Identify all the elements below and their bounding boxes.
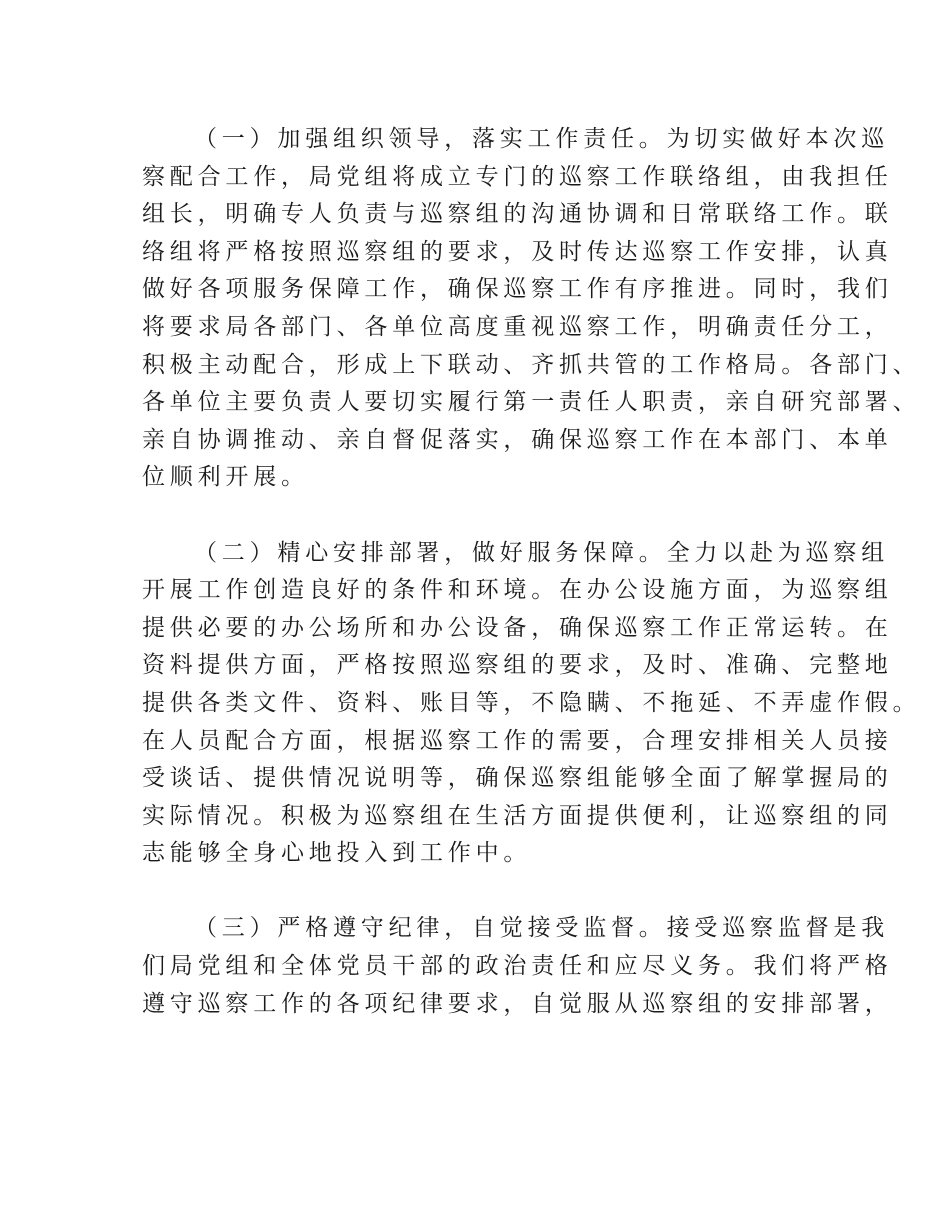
document-page <box>142 121 921 1023</box>
paragraph-line: （一）加强组织领导，落实工作责任。为切实做好本次巡 <box>194 126 889 152</box>
paragraph-line: 资料提供方面，严格按照巡察组的要求，及时、准确、完整地 <box>142 652 893 679</box>
paragraph-line: 将要求局各部门、各单位高度重视巡察工作，明确责任分工， <box>142 313 893 340</box>
paragraph-spacer <box>142 873 822 911</box>
paragraph-1 <box>142 121 921 497</box>
paragraph-line: 积极主动配合，形成上下联动、齐抓共管的工作格局。各部门、 <box>142 351 921 378</box>
paragraph-line: 实际情况。积极为巡察组在生活方面提供便利，让巡察组的同 <box>142 802 893 829</box>
paragraph-line: 位顺利开展。 <box>142 464 309 491</box>
paragraph-line: 各单位主要负责人要切实履行第一责任人职责，亲自研究部署、 <box>142 389 921 416</box>
paragraph-2 <box>142 535 921 873</box>
paragraph-line: 络组将严格按照巡察组的要求，及时传达巡察工作安排，认真 <box>142 238 893 265</box>
paragraph-line: 亲自协调推动、亲自督促落实，确保巡察工作在本部门、本单 <box>142 426 893 453</box>
paragraph-spacer <box>142 497 822 535</box>
paragraph-line: 们局党组和全体党员干部的政治责任和应尽义务。我们将严格 <box>142 953 893 980</box>
paragraph-line: 提供必要的办公场所和办公设备，确保巡察工作正常运转。在 <box>142 614 893 641</box>
paragraph-line: 做好各项服务保障工作，确保巡察工作有序推进。同时，我们 <box>142 276 893 303</box>
paragraph-line: 在人员配合方面，根据巡察工作的需要，合理安排相关人员接 <box>142 727 893 754</box>
paragraph-3 <box>142 910 893 1023</box>
paragraph-line: 提供各类文件、资料、账目等，不隐瞒、不拖延、不弄虚作假。 <box>142 689 921 716</box>
paragraph-line: 组长，明确专人负责与巡察组的沟通协调和日常联络工作。联 <box>142 201 893 228</box>
paragraph-line: 遵守巡察工作的各项纪律要求，自觉服从巡察组的安排部署， <box>142 990 893 1017</box>
paragraph-line: （二）精心安排部署，做好服务保障。全力以赴为巡察组 <box>194 539 889 566</box>
paragraph-line: 开展工作创造良好的条件和环境。在办公设施方面，为巡察组 <box>142 577 893 604</box>
paragraph-line: 志能够全身心地投入到工作中。 <box>142 840 532 867</box>
paragraph-line: 察配合工作，局党组将成立专门的巡察工作联络组，由我担任 <box>142 163 893 190</box>
paragraph-line: （三）严格遵守纪律，自觉接受监督。接受巡察监督是我 <box>194 915 889 942</box>
paragraph-line: 受谈话、提供情况说明等，确保巡察组能够全面了解掌握局的 <box>142 765 893 792</box>
